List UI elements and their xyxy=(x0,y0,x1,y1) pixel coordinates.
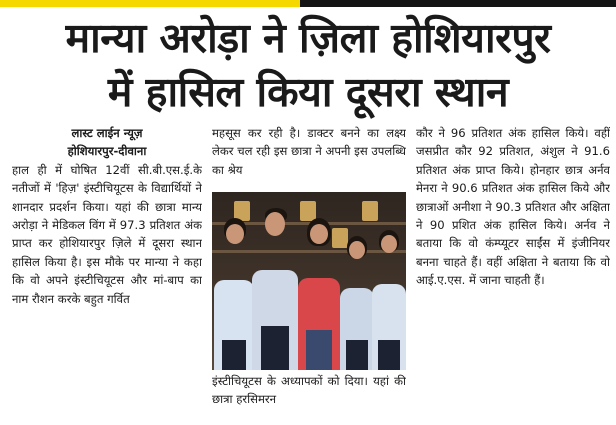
headline-line-1: मान्या अरोड़ा ने ज़िला होशियारपुर xyxy=(65,14,551,62)
headline-line-2: में हासिल किया दूसरा स्थान xyxy=(107,68,509,116)
top-accent-stripe xyxy=(0,0,300,7)
group-photo xyxy=(212,192,406,370)
person-figure-2 xyxy=(252,210,298,370)
article-column-3 xyxy=(416,124,610,421)
article-paragraph-2-top: महसूस कर रही है। डाक्टर बनने का लक्ष्य लेकर चल रही इस छात्रा ने अपनी इस उपलब्धि का श्रेय xyxy=(212,126,406,177)
trophy-plaque xyxy=(362,201,378,221)
article-paragraph-1: हाल ही में घोषित 12वीं सी.बी.एस.ई.के नतीजों में 'हिज़' इंस्टीचियूटस के विद्यार्थियों ने शानदार प्रदर्शन किया। यहां की छात्रा मान्य अरोड़ा ने मेडिकल विंग में 97.3 प्रतिशत अंक प्राप्त कर होशियारपुर ज़िले में दूसरा स्थान हासिल किया है। इस मौके पर मान्या ने कहा कि वो अपने इंस्टीचियूटस और मां-बाप का नाम रौशन करके बहुत गर्वित xyxy=(12,162,202,306)
article-paragraph-2-bottom: इंस्टीचियूटस के अध्यापकों को दिया। यहां की छात्रा हरसिमरन xyxy=(212,374,406,407)
person-figure-1 xyxy=(214,220,254,370)
top-color-bar xyxy=(0,0,616,7)
person-figure-3 xyxy=(298,220,340,370)
byline-source: लास्ट लाईन न्यूज़ xyxy=(71,126,143,140)
person-figure-4 xyxy=(340,238,374,370)
person-figure-5 xyxy=(372,232,406,370)
article-paragraph-3: कौर ने 96 प्रतिशत अंक हासिल किये। वहीं जसप्रीत कौर 92 प्रतिशत, अंशुल ने 91.6 प्रतिशत अंक प्राप्त किये। होनहार छात्र अर्नव मेनरा ने 90.6 प्रतिशत अंक हासिल किये और छात्राओं अनीशा ने 90.3 प्रतिशत और अक्षिता ने 90 प्रशित अंक हासिल किये। अर्नव ने बताया कि वो कंम्प्यूटर साईंस में इंजीनियर बनना चाहते हैं। वहीं अक्षिता ने बताया कि वो आई.ए.एस. में जाना चाहती हैं। xyxy=(416,126,610,288)
byline-place: होशियारपुर-दीवाना xyxy=(67,144,147,159)
article-column-1 xyxy=(12,124,202,421)
